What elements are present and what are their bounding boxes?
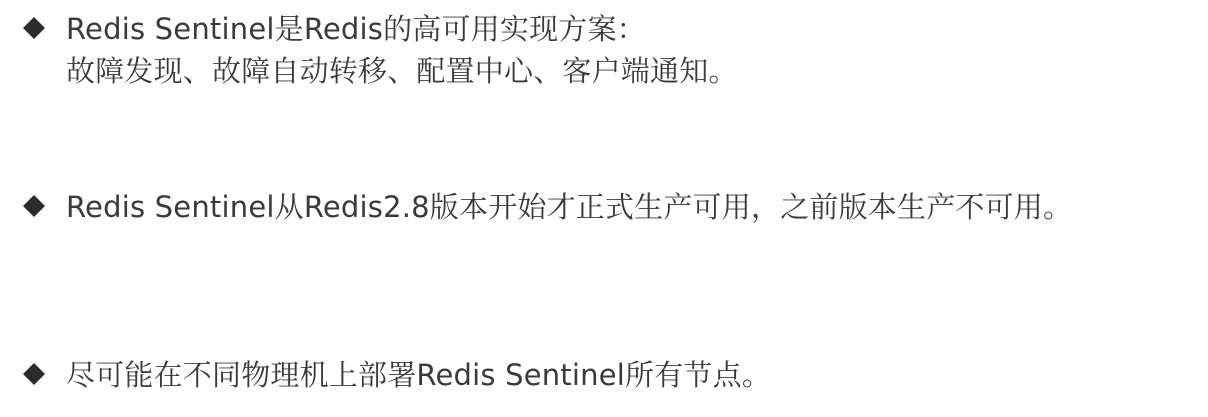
bullet-3-line-1: 尽可能在不同物理机上部署Redis Sentinel所有节点。 [66, 358, 772, 392]
bullet-item-2 [22, 186, 1072, 228]
bullet-1-line-2: 故障发现、故障自动转移、配置中心、客户端通知。 [66, 54, 738, 88]
diamond-bullet-icon [22, 354, 54, 394]
bullet-text-2 [66, 186, 1072, 228]
bullet-item-3 [22, 354, 771, 396]
bullet-text-1 [66, 8, 738, 92]
bullet-2-line-1: Redis Sentinel从Redis2.8版本开始才正式生产可用，之前版本生产不可用。 [66, 190, 1073, 224]
bullet-item-1 [22, 8, 738, 92]
diamond-bullet-icon [22, 186, 54, 226]
diamond-bullet-icon [22, 8, 54, 48]
bullet-text-3 [66, 354, 771, 396]
bullet-1-line-1: Redis Sentinel是Redis的高可用实现方案： [66, 12, 646, 46]
